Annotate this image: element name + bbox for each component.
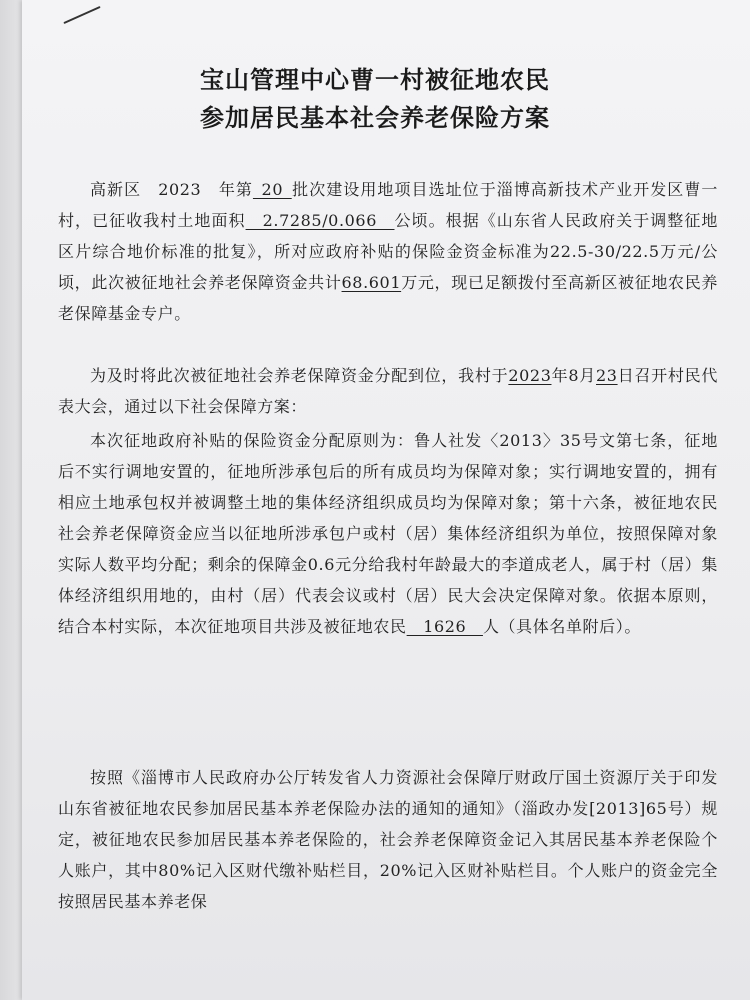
paragraph-regulation: 按照《淄博市人民政府办公厅转发省人力资源社会保障厅财政厅国土资源厅关于印发山东省被征地农民参加居民基本养老保险办法的通知的通知》（淄政办发[2013]65号）规定，被征地农民参加居民基本养老保险的，社会养老保障资金记入其居民基本养老保险个人账户，其中80%记入区财代缴补贴栏目，20%记入区财补贴栏目。个人账户的资金完全按照居民基本养老保 xyxy=(58,768,718,911)
meeting-day: 23 xyxy=(596,366,618,385)
batch-number: _20_ xyxy=(252,180,292,199)
document-title-line-1: 宝山管理中心曹一村被征地农民 xyxy=(200,66,550,94)
p3-text-a: 本次征地政府补贴的保险资金分配原则为：鲁人社发〈2013〉35号文第七条，征地后不实行调地安置的，征地所涉承包后的所有成员均为保障对象；实行调地安置的，拥有相应土地承包权并被调整土地的集体经济组织成员均为保障对象；第十六条，被征地农民社会养老保障资金应当以征地所涉承包户或村（居）集体经济组织为单位，按照保障对象实际人数平均分配；剩余的保障金0.6元分给我村年龄最大的李道成老人，属于村（居）集体经济组织用地的，由村（居）代表会议或村（居）民大会决定保障对象。依据本原则，结合本村实际，本次征地项目共涉及被征地农民 xyxy=(58,431,718,636)
p2-text-d: 日召开村民代表大会，通过以下社会保障方案： xyxy=(58,366,718,416)
p3-text-b: 人（具体名单附后）。 xyxy=(482,617,641,636)
land-area-value: 2.7285/0.066 xyxy=(245,211,395,230)
paragraph-meeting xyxy=(58,360,718,422)
p2-text-b: 年 xyxy=(551,366,569,385)
meeting-year: 2023 xyxy=(508,366,552,385)
p1-text-a: 高新区 2023 年第 xyxy=(90,180,253,199)
paragraph-allocation-principle xyxy=(58,425,718,642)
fund-amount-value: 68.601 xyxy=(341,273,402,292)
paragraph-land-acquisition xyxy=(58,174,718,329)
affected-farmer-count: 1626 xyxy=(406,617,483,636)
p1-text-b: 批次建设用地项目选址位于淄博高新技术产业开发区曹一村，已征收我村土地面积 xyxy=(58,180,718,230)
adjacent-sheet-edge xyxy=(0,0,22,1000)
p2-text-c: 月 xyxy=(579,366,597,385)
p2-text-a: 为及时将此次被征地社会养老保障资金分配到位，我村于 xyxy=(90,366,509,385)
meeting-month: 8 xyxy=(568,366,580,385)
p1-text-d: 万元，现已足额拨付至高新区被征地农民养老保障基金专户。 xyxy=(58,273,719,323)
p1-text-c: 公顷。根据《山东省人民政府关于调整征地区片综合地价标准的批复》，所对应政府补贴的保险金资金标准为22.5-30/22.5万元/公顷，此次被征地社会养老保障资金共计 xyxy=(58,211,718,292)
document-title-line-2: 参加居民基本社会养老保险方案 xyxy=(200,104,550,132)
